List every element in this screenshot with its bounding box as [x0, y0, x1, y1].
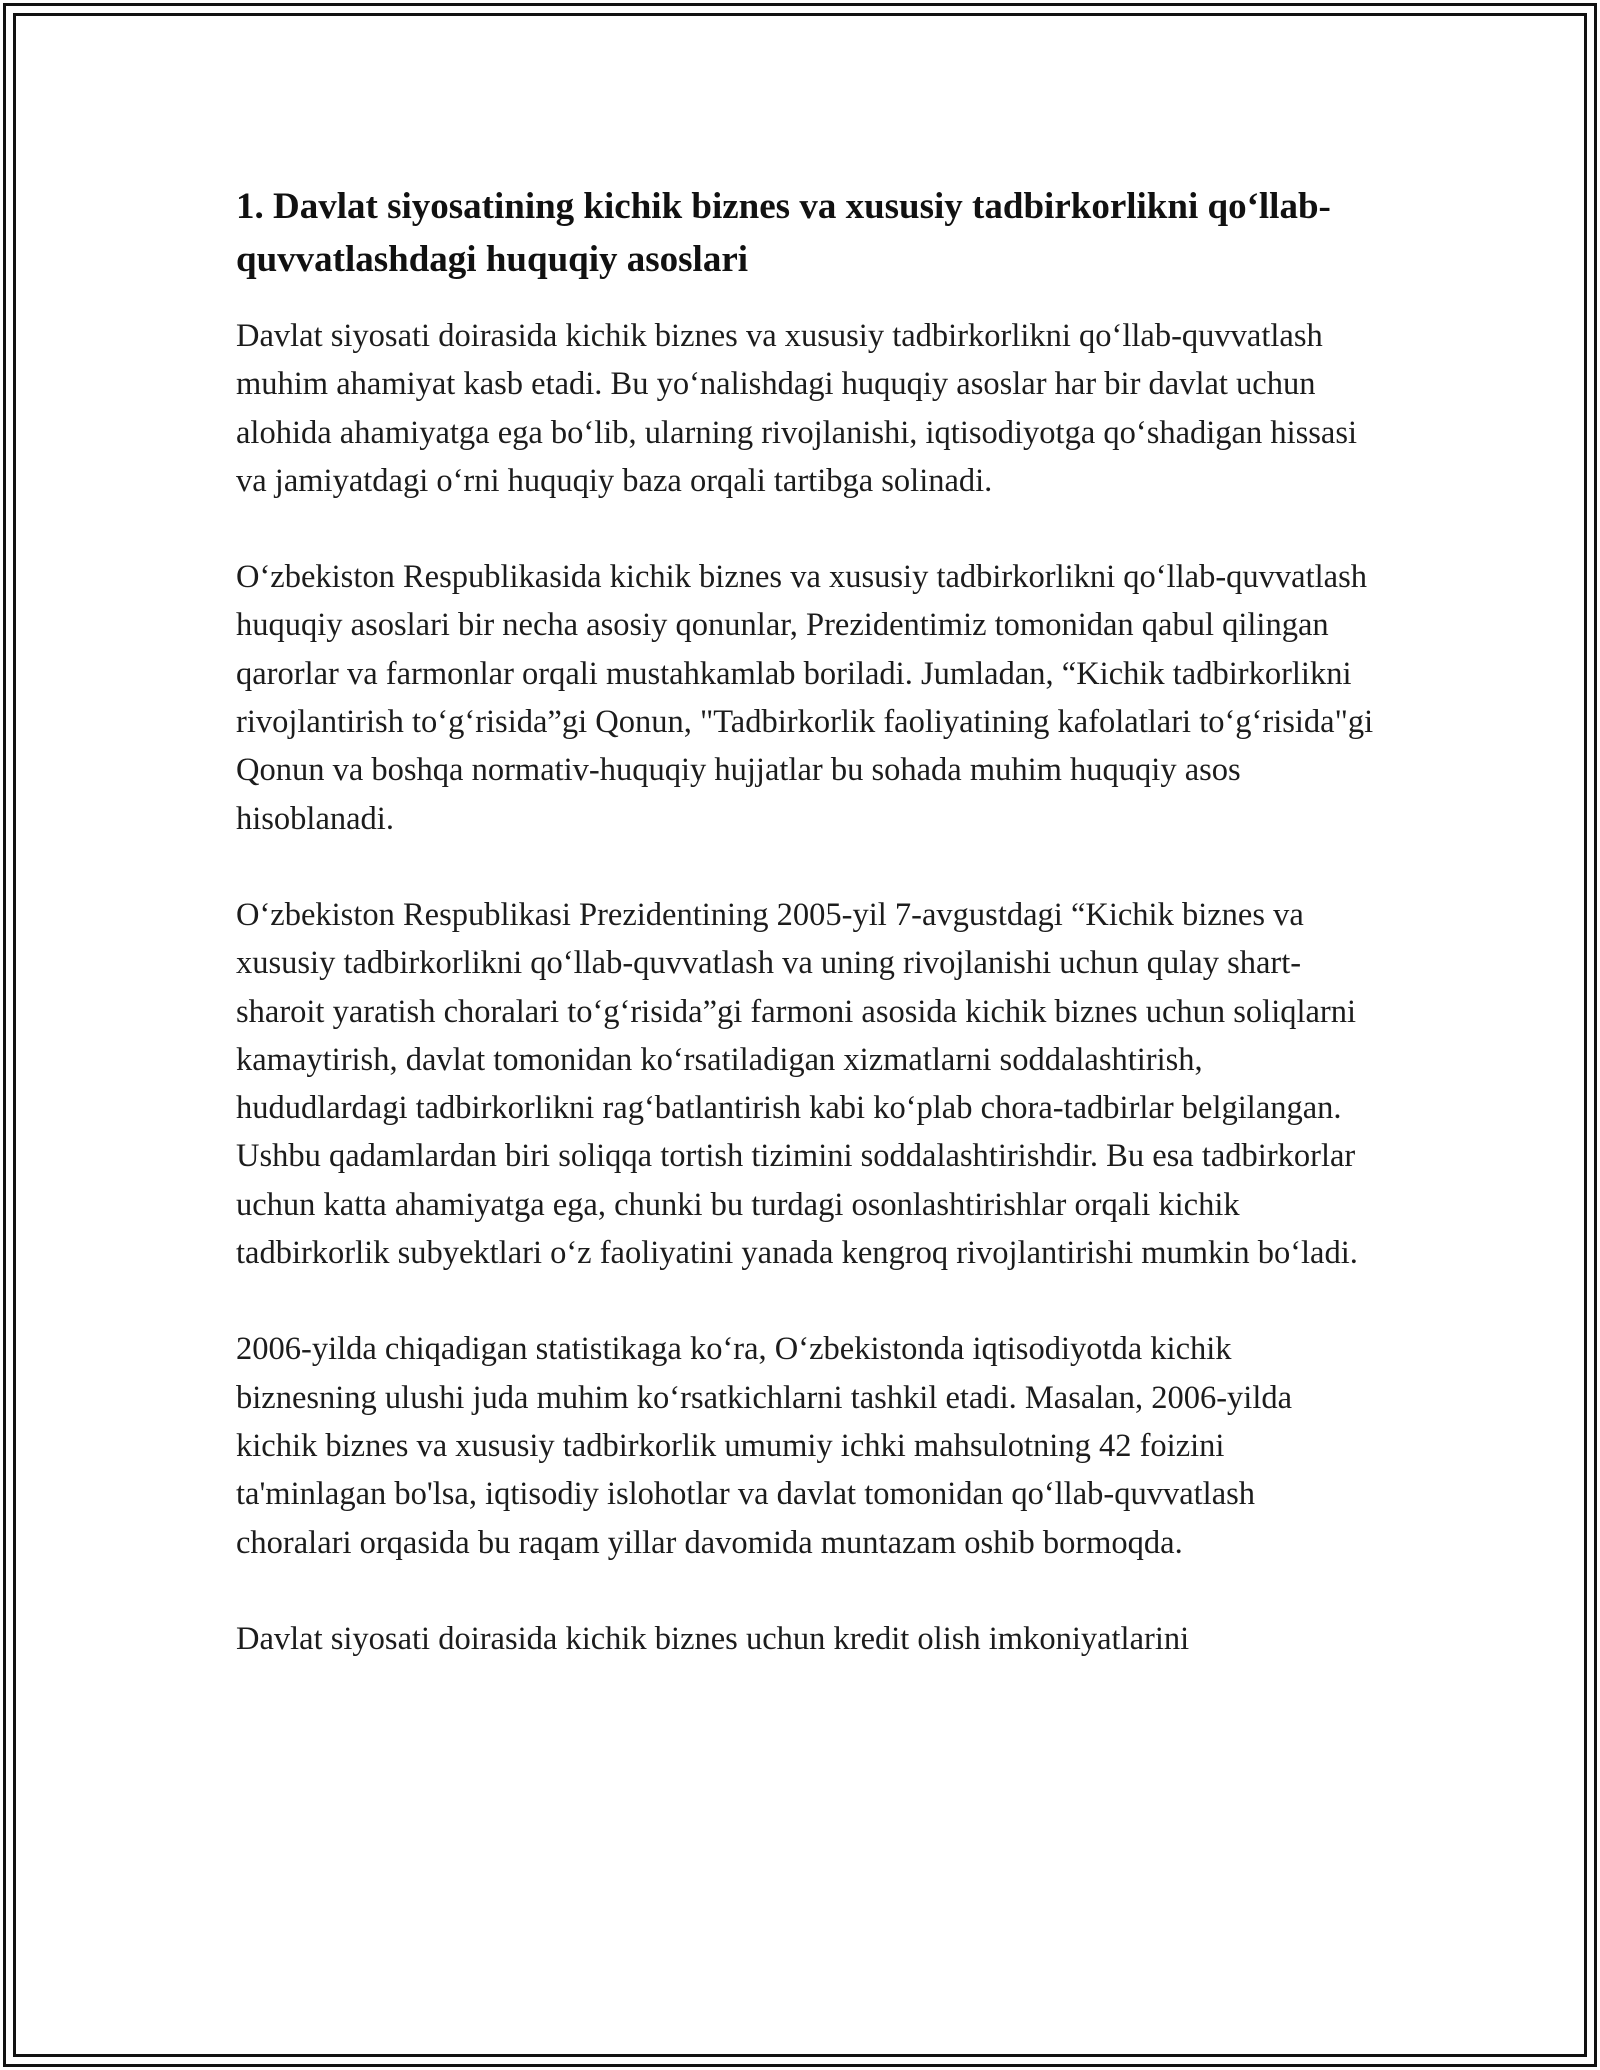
paragraph-4: 2006-yilda chiqadigan statistikaga ko‘ra, O‘zbekistonda iqtisodiyotda kichik biznesning ulushi juda muhim ko‘rsatkichlarni tashkil etadi. Masalan, 2006-yilda kichik biznes va xususiy tadbirkorlik umumiy ichki mahsulotning 42 foizini ta'minlagan bo'lsa, iqtisodiy islohotlar va davlat tomonidan qo‘llab-quvvatlash choralari orqasida bu raqam yillar davomida muntazam oshib bormoqda. [236, 1331, 1293, 1561]
paragraph-1: Davlat siyosati doirasida kichik biznes va xususiy tadbirkorlikni qo‘llab-quvvatlash muhim ahamiyat kasb etadi. Bu yo‘nalishdagi huquqiy asoslar har bir davlat uchun alohida ahamiyatga ega bo‘lib, ularning rivojlanishi, iqtisodiyotga qo‘shadigan hissasi va jamiyatdagi o‘rni huquqiy baza orqali tartibga solinadi. [236, 318, 1358, 499]
section-heading: 1. Davlat siyosatining kichik biznes va xususiy tadbirkorlikni qo‘llab-quvvatlashdagi huquqiy asoslari [236, 186, 1331, 280]
paragraph-2: O‘zbekiston Respublikasida kichik biznes va xususiy tadbirkorlikni qo‘llab-quvvatlash huquqiy asoslari bir necha asosiy qonunlar, Prezidentimiz tomonidan qabul qilingan qarorlar va farmonlar orqali mustahkamlab boriladi. Jumladan, “Kichik tadbirkorlikni rivojlantirish to‘g‘risida”gi Qonun, "Tadbirkorlik faoliyatining kafolatlari to‘g‘risida"gi Qonun va boshqa normativ-huquqiy hujjatlar bu sohada muhim huquqiy asos hisoblanadi. [236, 559, 1374, 837]
paragraph-5: Davlat siyosati doirasida kichik biznes uchun kredit olish imkoniyatlarini [236, 1620, 1190, 1657]
paragraph-3: O‘zbekiston Respublikasi Prezidentining 2005-yil 7-avgustdagi “Kichik biznes va xususiy tadbirkorlikni qo‘llab-quvvatlash va uning rivojlanishi uchun qulay shart-sharoit yaratish choralari to‘g‘risida”gi farmoni asosida kichik biznes uchun soliqlarni kamaytirish, davlat tomonidan ko‘rsatiladigan xizmatlarni soddalashtirish, hududlardagi tadbirkorlikni rag‘batlantirish kabi ko‘plab chora-tadbirlar belgilangan. Ushbu qadamlardan biri soliqqa tortish tizimini soddalashtirishdir. Bu esa tadbirkorlar uchun katta ahamiyatga ega, chunki bu turdagi osonlashtirishlar orqali kichik tadbirkorlik subyektlari o‘z faoliyatini yanada kengroq rivojlantirishi mumkin bo‘ladi. [236, 896, 1358, 1272]
document-page [236, 180, 1376, 1711]
